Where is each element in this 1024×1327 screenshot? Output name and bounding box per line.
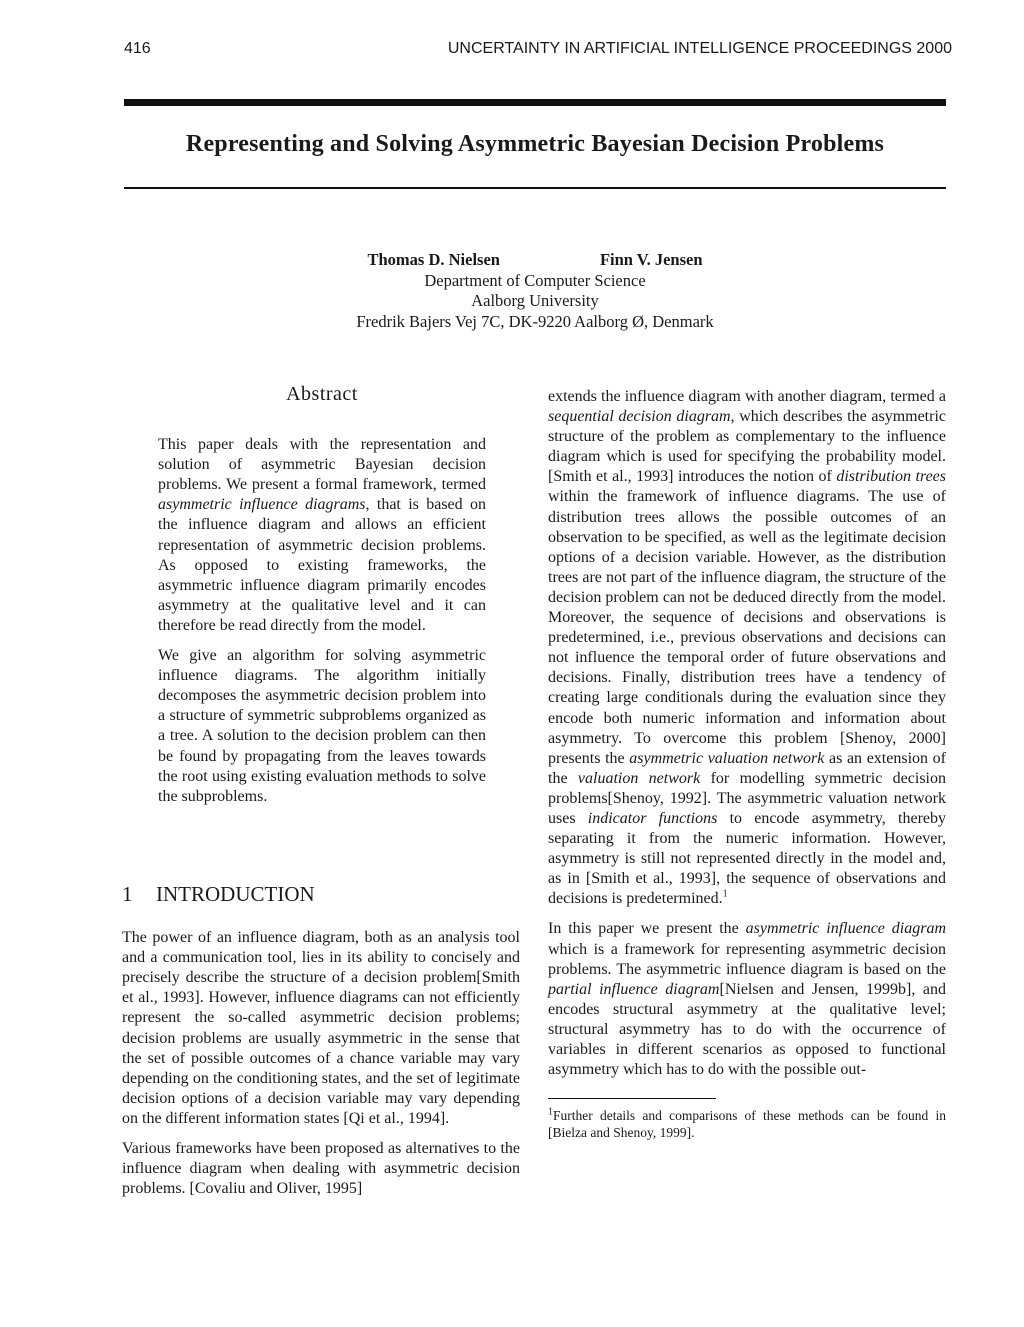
footnote-rule <box>548 1098 716 1099</box>
author-1: Thomas D. Nielsen <box>367 250 500 269</box>
abstract-paragraph-1: This paper deals with the representation and solution of asymmetric Bayesian decision problems. We present a formal framework, termed asymmetric influence diagrams, that is based on the influence diagram and allows an efficient representation of asymmetric decision problems. As opposed to existing frameworks, the asymmetric influence diagram primarily encodes asymmetry at the qualitative level and it can therefore be read directly from the model. <box>158 436 487 634</box>
proceedings-title: UNCERTAINTY IN ARTIFICIAL INTELLIGENCE PROCEEDINGS 2000 <box>447 40 952 57</box>
paper-title: Representing and Solving Asymmetric Bayesian Decision Problems <box>185 131 885 157</box>
abstract-paragraph-2: We give an algorithm for solving asymmetric influence diagrams. The algorithm initially decomposes the asymmetric decision problem into a structure of symmetric subproblems organized as a tree. A solution to the decision problem can then be found by propagating from the leaves towards the root using existing evaluation methods to solve the subproblems. <box>158 647 486 805</box>
right-paragraph-2: In this paper we present the asymmetric influence diagram which is a framework for representing asymmetric decision problems. The asymmetric influence diagram is based on the partial influence diagram[Nielsen and Jensen, 1999b], and encodes structural asymmetry at the qualitative level; structural asymmetry has to do with the occurrence of variables in different scenarios as opposed to functional asymmetry which has to do with the possible out- <box>548 920 947 1079</box>
footnote <box>548 1107 946 1141</box>
section-number: 1 <box>122 882 133 906</box>
introduction-section <box>122 884 520 1209</box>
author-block <box>124 250 946 332</box>
abstract-heading: Abstract <box>286 383 358 405</box>
affiliation-university: Aalborg University <box>471 291 599 310</box>
intro-paragraph-2: Various frameworks have been proposed as alternatives to the influence diagram when dealing with asymmetric decision problems. [Covaliu and Oliver, 1995] <box>122 1140 520 1198</box>
footnote-reference: 1 <box>722 889 728 901</box>
title-rule-bottom <box>124 187 946 189</box>
affiliation-department: Department of Computer Science <box>424 270 646 290</box>
footnote-mark: 1 <box>548 1106 553 1118</box>
right-column <box>548 387 946 1141</box>
intro-paragraph-1: The power of an influence diagram, both as an analysis tool and a communication tool, lies in its ability to concisely and precisely describe the structure of a decision problem[Smith et al., 1993]. However, influence diagrams can not efficiently represent the so-called asymmetric decision problems; decision problems are usually asymmetric in the sense that the set of possible outcomes of a chance variable may vary depending on the conditioning states, and the set of legitimate decision options of a decision variable may vary depending on the different information states [Qi et al., 1994]. <box>122 929 520 1127</box>
right-paragraph-1: extends the influence diagram with another diagram, termed a sequential decision diagram, which describes the asymmetric structure of the problem as complementary to the influence diagram which is used for specifying the probability model. [Smith et al., 1993] introduces the notion of distribution trees within the framework of influence diagrams. The use of distribution trees allows the possible outcomes of an observation to be specified, as well as the legitimate decision options of a decision variable. However, as the distribution trees are not part of the influence diagram, the structure of the decision problem can not be deduced directly from the model. Moreover, the sequence of decisions and observations is predetermined, i.e., previous observations and decisions can not influence the temporal order of future observations and decisions. Finally, distribution trees have a tendency of creating large conditionals during the evaluation since they encode both numeric information and information about asymmetry. To overcome this problem [Shenoy, 2000] presents the asymmetric valuation network as an extension of the valuation network for modelling symmetric decision problems[Shenoy, 1992]. The asymmetric valuation network uses indicator functions to encode asymmetry, thereby separating it from the numeric information. However, asymmetry is still not represented directly in the model and, as in [Smith et al., 1993], the sequence of observations and decisions is predetermined.$^1$ <box>548 388 947 908</box>
section-title: INTRODUCTION <box>156 882 315 906</box>
author-names <box>124 250 946 271</box>
section-heading <box>122 884 520 904</box>
author-2: Finn V. Jensen <box>599 250 703 269</box>
abstract-section <box>158 384 486 817</box>
title-rule-top <box>124 99 946 106</box>
affiliation-address: Fredrik Bajers Vej 7C, DK-9220 Aalborg Ø, Denmark <box>356 311 714 331</box>
page-number: 416 <box>124 40 151 57</box>
running-header <box>124 40 952 64</box>
footnote-text: Further details and comparisons of these methods can be found in [Bielza and Shenoy, 1999]. <box>548 1108 946 1141</box>
